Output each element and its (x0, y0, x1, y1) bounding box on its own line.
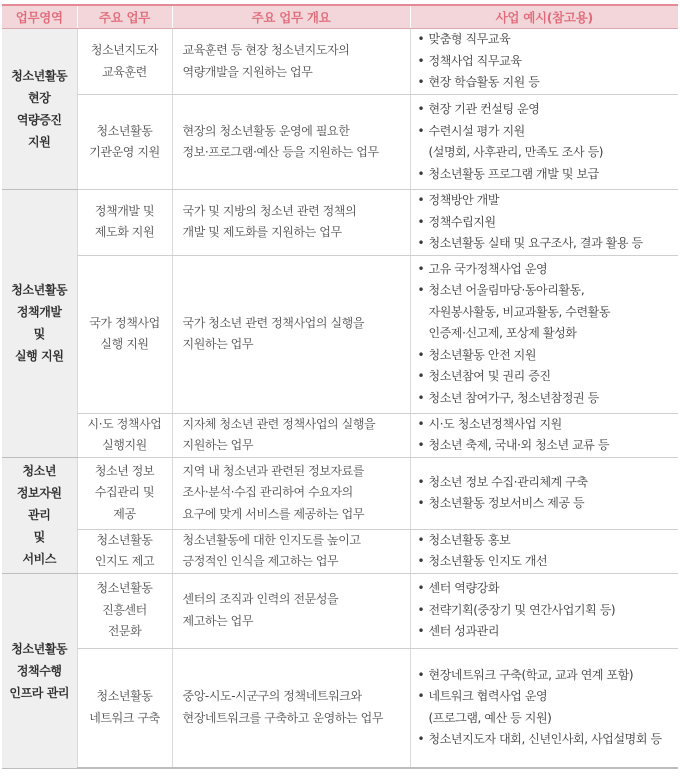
bullet-dot-icon: • (417, 689, 425, 704)
example-text: 센터 역량강화 (428, 581, 500, 596)
bullet-dot-icon: • (417, 390, 425, 405)
bullet-dot-icon: • (417, 416, 425, 431)
example-text: 현장 학습활동 지원 등 (428, 75, 540, 90)
bullet-dot-icon: • (417, 236, 425, 250)
area-label-line: 실행 지원 (14, 349, 64, 364)
area-label-line: 정책수행 (16, 663, 62, 678)
area-label-line: 서비스 (22, 552, 57, 566)
example-text: 정책방안 개발 (428, 193, 500, 207)
example-bullet-item (418, 729, 679, 751)
area-label-line: 정보자원 (16, 486, 62, 500)
area-label-line: 관리 (28, 508, 51, 522)
examples-cell (410, 573, 678, 648)
task-label-line: 진흥센터 (102, 602, 147, 617)
area-label-line: 지원 (28, 135, 51, 149)
task-cell (77, 573, 172, 648)
example-text: 청소년활동 실태 및 요구조사, 결과 활용 등 (428, 236, 643, 250)
summary-text-line: 현장네트워크를 구축하고 운영하는 업무 (182, 710, 384, 725)
bullet-dot-icon: • (417, 166, 425, 181)
task-label-line: 실행 지원 (100, 337, 149, 351)
task-label-line: 제공 (113, 506, 136, 521)
task-label-line: 청소년지도자 (90, 43, 159, 57)
summary-cell (172, 457, 410, 529)
bullet-dot-icon: • (417, 438, 425, 452)
task-label-line: 국가 정책사업 (89, 315, 160, 330)
bullet-dot-icon: • (417, 554, 425, 568)
table-row (2, 255, 678, 413)
task-label-line: 청소년활동 (96, 581, 153, 596)
bullet-dot-icon: • (417, 347, 425, 362)
examples-cell (410, 95, 678, 190)
example-bullet-item (418, 493, 679, 515)
task-label-line: 전문화 (107, 624, 142, 639)
area-label-line: 및 (33, 327, 45, 342)
example-bullet-item (418, 621, 679, 643)
bullet-dot-icon: • (417, 732, 425, 747)
bullet-dot-icon: • (417, 123, 425, 138)
summary-text-line: 지원하는 업무 (182, 337, 254, 351)
summary-text-line: 현장의 청소년활동 운영에 필요한 (182, 123, 350, 138)
summary-cell (172, 95, 410, 190)
task-cell (77, 95, 172, 190)
task-label-line: 청소년활동 (96, 123, 153, 138)
example-bullet-item (418, 280, 679, 302)
task-cell (77, 529, 172, 573)
example-bullet-item (418, 551, 679, 573)
example-bullet-item (418, 259, 679, 281)
area-cell (2, 573, 77, 768)
example-bullet-item (418, 233, 679, 255)
business-area-table (2, 4, 678, 769)
table-row (2, 457, 678, 529)
examples-cell (410, 413, 678, 457)
example-text: 청소년 정보 수집·관리체계 구축 (428, 474, 588, 489)
bullet-dot-icon: • (417, 532, 425, 547)
examples-cell (410, 648, 678, 768)
area-label-line: 청소년활동 (11, 283, 68, 298)
example-text: 청소년 참여가구, 청소년참정권 등 (428, 390, 599, 405)
area-cell (2, 29, 77, 190)
header-area: 업무영역 (2, 5, 77, 29)
header-task: 주요 업무 (77, 5, 172, 29)
task-label-line: 인지도 제고 (94, 554, 155, 568)
example-text: 청소년참여 및 권리 증진 (428, 369, 551, 384)
example-text: 청소년 축제, 국내·외 청소년 교류 등 (428, 438, 610, 452)
summary-text-line: 국가 청소년 관련 정책사업의 실행을 (182, 315, 365, 330)
area-label-line: 현장 (28, 91, 51, 105)
table-row (2, 95, 678, 190)
bullet-dot-icon: • (417, 214, 425, 229)
summary-text-line: 개발 및 제도화를 지원하는 업무 (182, 225, 342, 240)
summary-text-line: 중앙-시도-시군구의 정책네트워크와 (182, 689, 362, 704)
bullet-dot-icon: • (417, 369, 425, 384)
task-cell (77, 255, 172, 413)
summary-text-line: 조사·분석·수집 관리하여 수요자의 (182, 485, 353, 500)
bullet-dot-icon: • (417, 496, 425, 510)
summary-text-line: 제고하는 업무 (182, 613, 254, 628)
example-text-continuation: 인증제·신고제, 포상제 활성화 (428, 326, 577, 341)
summary-cell (172, 529, 410, 573)
summary-cell (172, 413, 410, 457)
example-text: 시·도 청소년정책사업 지원 (428, 416, 562, 431)
example-bullet-item (418, 366, 679, 388)
table-body (2, 29, 678, 769)
example-text: 현장 기관 컨설팅 운영 (428, 102, 540, 116)
area-label-line: 청소년활동 (11, 69, 68, 83)
summary-cell (172, 190, 410, 256)
area-cell (2, 190, 77, 458)
example-bullet-item (418, 99, 679, 121)
example-bullet-item (418, 164, 679, 186)
example-bullet-item (418, 51, 679, 73)
example-text: 정책사업 직무교육 (428, 53, 522, 68)
bullet-dot-icon: • (417, 581, 425, 596)
summary-text-line: 역량개발을 지원하는 업무 (182, 64, 313, 79)
bullet-dot-icon: • (417, 102, 425, 116)
task-label-line: 청소년 정보 (94, 463, 155, 478)
task-label-line: 네트워크 구축 (89, 710, 160, 725)
example-text: 청소년활동 인지도 개선 (428, 554, 548, 568)
bullet-dot-icon: • (417, 667, 425, 682)
task-cell (77, 457, 172, 529)
area-label-line: 및 (33, 530, 45, 544)
example-text: 청소년활동 안전 지원 (428, 347, 537, 362)
bullet-dot-icon: • (417, 32, 425, 47)
example-bullet-item (418, 665, 679, 687)
summary-text-line: 지원하는 업무 (182, 438, 254, 452)
example-text: 청소년활동 프로그램 개발 및 보급 (428, 166, 599, 181)
example-text: 수련시설 평가 지원 (428, 123, 525, 138)
area-label-line: 정책개발 (16, 305, 62, 320)
task-cell (77, 648, 172, 768)
example-bullet-item (418, 530, 679, 552)
summary-text-line: 요구에 맞게 서비스를 제공하는 업무 (182, 506, 365, 521)
bullet-dot-icon: • (417, 602, 425, 617)
examples-cell (410, 190, 678, 256)
task-label-line: 교육훈련 (102, 64, 147, 79)
example-bullet-item (418, 29, 679, 51)
example-bullet-item (418, 600, 679, 622)
task-label-line: 제도화 지원 (94, 225, 155, 240)
header-examples: 사업 예시(참고용) (410, 5, 678, 29)
table-row (2, 573, 678, 648)
summary-text-line: 정보·프로그램·예산 등을 지원하는 업무 (182, 145, 379, 159)
bullet-dot-icon: • (417, 75, 425, 90)
area-label-line: 청소년활동 (11, 641, 68, 656)
summary-text-line: 국가 및 지방의 청소년 관련 정책의 (182, 203, 357, 218)
examples-cell (410, 255, 678, 413)
task-cell (77, 413, 172, 457)
example-text: 현장네트워크 구축(학교, 교과 연계 포함) (428, 667, 634, 682)
example-text: 센터 성과관리 (428, 624, 500, 639)
summary-text-line: 긍정적인 인식을 제고하는 업무 (182, 554, 339, 568)
task-cell (77, 190, 172, 256)
table-row (2, 529, 678, 573)
header-row (2, 5, 678, 29)
task-label-line: 정책개발 및 (94, 203, 155, 218)
task-label-line: 시·도 정책사업 (87, 416, 162, 431)
example-bullet-item (418, 578, 679, 600)
example-bullet-item (418, 686, 679, 708)
table-row (2, 29, 678, 95)
example-text: 정책수립지원 (428, 214, 496, 229)
example-text: 청소년활동 정보서비스 제공 등 (428, 496, 585, 510)
area-label-line: 청소년 (22, 464, 57, 478)
example-text: 청소년 어울림마당·동아리활동, (428, 283, 585, 298)
summary-cell (172, 648, 410, 768)
example-text-continuation: 자원봉사활동, 비교과활동, 수련활동 (428, 304, 611, 319)
examples-cell (410, 529, 678, 573)
bullet-dot-icon: • (417, 624, 425, 639)
header-summary: 주요 업무 개요 (172, 5, 410, 29)
example-bullet-item (418, 212, 679, 234)
example-text-continuation: (프로그램, 예산 등 지원) (428, 710, 552, 725)
example-text: 전략기획(중장기 및 연간사업기획 등) (428, 602, 616, 617)
summary-text-line: 지역 내 청소년과 관련된 정보자료를 (182, 463, 365, 478)
table-row (2, 413, 678, 457)
area-cell (2, 457, 77, 573)
summary-cell (172, 573, 410, 648)
bullet-dot-icon: • (417, 193, 425, 207)
task-cell (77, 29, 172, 95)
example-text-continuation: (설명회, 사후관리, 만족도 조사 등) (428, 145, 604, 159)
bullet-dot-icon: • (417, 283, 425, 298)
summary-text-line: 센터의 조직과 인력의 전문성을 (182, 592, 339, 606)
table-row (2, 190, 678, 256)
task-label-line: 기관운영 지원 (89, 145, 160, 159)
example-text: 청소년활동 홍보 (428, 532, 511, 547)
bullet-dot-icon: • (417, 261, 425, 276)
summary-cell (172, 29, 410, 95)
summary-text-line: 청소년활동에 대한 인지도를 높이고 (182, 532, 361, 547)
summary-text-line: 지자체 청소년 관련 정책사업의 실행을 (182, 416, 376, 431)
table-header (2, 5, 678, 29)
task-label-line: 실행지원 (102, 438, 147, 452)
area-label-line: 역량증진 (16, 113, 62, 127)
task-label-line: 청소년활동 (96, 689, 153, 704)
example-text: 맞춤형 직무교육 (428, 32, 511, 47)
task-label-line: 수집관리 및 (94, 485, 155, 500)
bullet-dot-icon: • (417, 474, 425, 489)
area-label-line: 인프라 관리 (9, 685, 70, 700)
summary-cell (172, 255, 410, 413)
table-row (2, 648, 678, 768)
bullet-dot-icon: • (417, 53, 425, 68)
example-text: 청소년지도자 대회, 신년인사회, 사업설명회 등 (428, 732, 662, 747)
summary-text-line: 교육훈련 등 현장 청소년지도자의 (182, 43, 350, 57)
example-bullet-item (418, 72, 679, 94)
example-bullet-item (418, 435, 679, 457)
example-bullet-item (418, 345, 679, 367)
example-bullet-item (418, 472, 679, 494)
example-bullet-item (418, 121, 679, 143)
task-label-line: 청소년활동 (96, 532, 153, 547)
example-text: 네트워크 협력사업 운영 (428, 689, 548, 704)
example-bullet-item (418, 190, 679, 212)
example-bullet-item (418, 414, 679, 436)
example-bullet-item (418, 388, 679, 410)
examples-cell (410, 457, 678, 529)
examples-cell (410, 29, 678, 95)
example-text: 고유 국가정책사업 운영 (428, 261, 548, 276)
